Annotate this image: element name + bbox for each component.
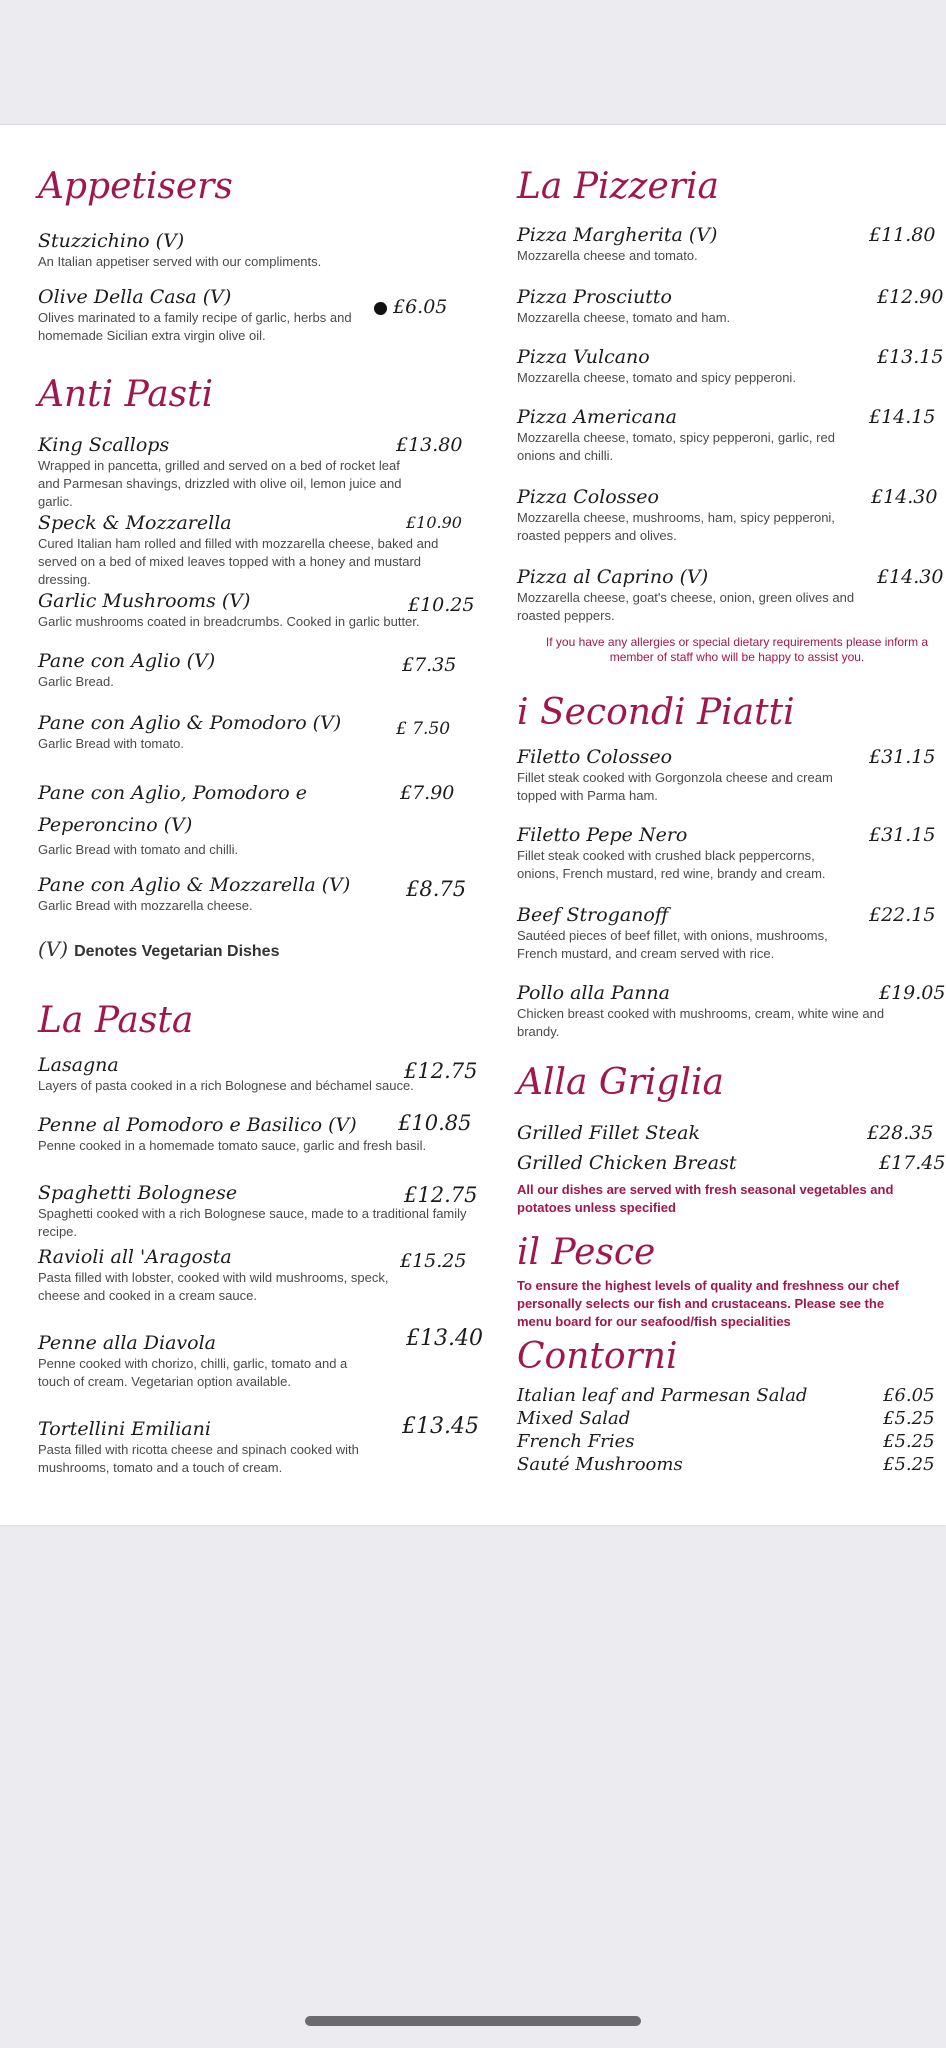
item-price: £12.75 xyxy=(404,1183,478,1207)
menu-item-pollo-alla-panna xyxy=(517,981,946,1041)
item-price: £17.45 xyxy=(879,1152,946,1174)
item-price: £28.35 xyxy=(867,1122,934,1144)
item-name: King Scallops xyxy=(38,434,170,456)
menu-item-pane-aglio-peperoncino xyxy=(38,777,455,859)
item-price: £5.25 xyxy=(883,1408,935,1429)
item-price: £14.30 xyxy=(877,566,944,588)
item-description: Olives marinated to a family recipe of garlic, herbs and homemade Sicilian extra virgin olive oil. xyxy=(38,310,352,343)
item-name: Grilled Chicken Breast xyxy=(517,1152,737,1174)
item-description: Garlic Bread with mozzarella cheese. xyxy=(38,898,253,913)
item-name: Pane con Aglio & Pomodoro (V) xyxy=(38,712,342,734)
menu-item-lasagna xyxy=(38,1053,478,1095)
item-description: Mozzarella cheese and tomato. xyxy=(517,248,698,263)
item-description: Mozzarella cheese, tomato and spicy pepperoni. xyxy=(517,370,796,385)
item-price: £13.40 xyxy=(406,1326,483,1351)
pesce-note: To ensure the highest levels of quality and freshness our chef personally selects our fish and crustaceans. Please see the menu board for our seafood/fish specialities xyxy=(517,1278,899,1329)
item-description: Garlic Bread. xyxy=(38,674,114,689)
item-price: £10.25 xyxy=(408,594,475,616)
item-name: Stuzzichino (V) xyxy=(38,230,185,252)
section-title-la-pasta: La Pasta xyxy=(38,1000,194,1041)
item-price: £14.30 xyxy=(871,486,938,508)
menu-item-tortellini-emiliani xyxy=(38,1414,479,1477)
menu-item-pizza-vulcano xyxy=(517,345,944,387)
item-price: £12.75 xyxy=(404,1059,478,1083)
item-name: Garlic Mushrooms (V) xyxy=(38,590,251,612)
item-price: £31.15 xyxy=(869,746,936,768)
item-name: Sauté Mushrooms xyxy=(517,1454,683,1475)
menu-item-italian-leaf-salad xyxy=(517,1385,935,1407)
item-description: Spaghetti cooked with a rich Bolognese sauce, made to a traditional family recipe. xyxy=(38,1206,467,1239)
menu-item-pane-con-aglio xyxy=(38,649,478,691)
item-description: An Italian appetiser served with our compliments. xyxy=(38,254,322,269)
vegetarian-symbol: (V) xyxy=(38,937,69,961)
item-description: Garlic mushrooms coated in breadcrumbs. Cooked in garlic butter. xyxy=(38,614,420,629)
menu-item-grilled-chicken-breast xyxy=(517,1151,946,1175)
item-description: Pasta filled with ricotta cheese and spinach cooked with mushrooms, tomato and a touch of cream. xyxy=(38,1442,359,1475)
section-title-secondi-piatti: i Secondi Piatti xyxy=(517,692,795,733)
menu-item-french-fries xyxy=(517,1431,935,1453)
item-price: £31.15 xyxy=(869,824,936,846)
item-price: £5.25 xyxy=(883,1431,935,1452)
item-price: £13.45 xyxy=(402,1414,479,1439)
item-name: Filetto Colosseo xyxy=(517,746,673,768)
section-title-appetisers: Appetisers xyxy=(38,166,233,207)
item-price: £22.15 xyxy=(869,904,936,926)
item-price: £13.80 xyxy=(396,434,463,456)
item-name: Grilled Fillet Steak xyxy=(517,1122,701,1144)
item-name: Pizza Margherita (V) xyxy=(517,224,718,246)
item-description: Fillet steak cooked with crushed black peppercorns, onions, French mustard, red wine, brandy and cream. xyxy=(517,848,826,881)
item-price: £7.35 xyxy=(402,654,457,676)
home-indicator[interactable] xyxy=(305,2016,641,2026)
item-name: Ravioli all 'Aragosta xyxy=(38,1246,232,1268)
item-description: Mozzarella cheese, tomato and ham. xyxy=(517,310,731,325)
item-price: £5.25 xyxy=(883,1454,935,1475)
item-name: Pizza al Caprino (V) xyxy=(517,566,709,588)
menu-item-pane-aglio-pomodoro xyxy=(38,711,478,753)
item-name: Speck & Mozzarella xyxy=(38,512,232,534)
item-name: Pane con Aglio (V) xyxy=(38,650,216,672)
item-price: £8.75 xyxy=(406,877,467,901)
bullet-dot-icon xyxy=(374,302,387,315)
item-price: £14.15 xyxy=(869,406,936,428)
item-description: Layers of pasta cooked in a rich Bolognese and béchamel sauce. xyxy=(38,1078,414,1093)
item-description: Mozzarella cheese, mushrooms, ham, spicy pepperoni, roasted peppers and olives. xyxy=(517,510,835,543)
menu-item-grilled-fillet-steak xyxy=(517,1121,934,1145)
item-price-group xyxy=(374,295,447,319)
item-name: French Fries xyxy=(517,1431,635,1452)
menu-item-pizza-prosciutto xyxy=(517,285,944,327)
menu-item-ravioli-aragosta xyxy=(38,1245,467,1305)
menu-item-pizza-al-caprino xyxy=(517,565,944,625)
menu-item-beef-stroganoff xyxy=(517,903,936,963)
item-name: Spaghetti Bolognese xyxy=(38,1182,238,1204)
item-name: Beef Stroganoff xyxy=(517,904,669,926)
item-name: Italian leaf and Parmesan Salad xyxy=(517,1385,808,1406)
menu-item-saute-mushrooms xyxy=(517,1454,935,1476)
menu-item-pane-aglio-mozzarella xyxy=(38,873,478,915)
menu-item-penne-diavola xyxy=(38,1326,483,1391)
item-description: Chicken breast cooked with mushrooms, cream, white wine and brandy. xyxy=(517,1006,885,1039)
item-price: £19.05 xyxy=(879,982,946,1004)
item-description: Pasta filled with lobster, cooked with wild mushrooms, speck, cheese and cooked in a cream sauce. xyxy=(38,1270,389,1303)
item-description: Cured Italian ham rolled and filled with mozzarella cheese, baked and served on a bed of mixed leaves topped with a honey and mustard dressing. xyxy=(38,536,439,587)
menu-item-olive-della-casa xyxy=(38,285,448,345)
menu-item-speck-mozzarella xyxy=(38,511,462,589)
item-price: £12.90 xyxy=(877,286,944,308)
menu-item-garlic-mushrooms xyxy=(38,589,478,631)
vegetarian-note-text: Denotes Vegetarian Dishes xyxy=(74,943,280,960)
item-description: Garlic Bread with tomato. xyxy=(38,736,184,751)
item-name: Pizza Colosseo xyxy=(517,486,659,508)
allergy-notice: If you have any allergies or special dietary requirements please inform a member of staff who will be happy to assist you. xyxy=(545,635,929,664)
section-title-anti-pasti: Anti Pasti xyxy=(38,374,214,415)
menu-item-pizza-americana xyxy=(517,405,936,465)
item-price: £10.90 xyxy=(406,513,462,532)
item-description: Penne cooked with chorizo, chilli, garlic, tomato and a touch of cream. Vegetarian option available. xyxy=(38,1356,348,1389)
menu-item-mixed-salad xyxy=(517,1408,935,1430)
menu-item-pizza-margherita xyxy=(517,223,936,265)
item-name: Penne al Pomodoro e Basilico (V) xyxy=(38,1114,357,1136)
item-price: £10.85 xyxy=(398,1111,472,1135)
menu-item-spaghetti-bolognese xyxy=(38,1181,478,1241)
item-name: Pane con Aglio & Mozzarella (V) xyxy=(38,874,351,896)
item-name: Pizza Vulcano xyxy=(517,346,650,368)
item-description: Sautéed pieces of beef fillet, with onions, mushrooms, French mustard, and cream served with rice. xyxy=(517,928,828,961)
item-price: £6.05 xyxy=(393,296,448,318)
item-name: Lasagna xyxy=(38,1054,119,1076)
section-title-il-pesce: il Pesce xyxy=(517,1232,656,1273)
item-price: £7.90 xyxy=(400,782,455,804)
menu-item-filetto-colosseo xyxy=(517,745,936,805)
item-description: Garlic Bread with tomato and chilli. xyxy=(38,842,239,857)
section-title-contorni: Contorni xyxy=(517,1336,678,1377)
menu-item-pizza-colosseo xyxy=(517,485,938,545)
menu-item-stuzzichino xyxy=(38,229,478,271)
item-description: Penne cooked in a homemade tomato sauce, garlic and fresh basil. xyxy=(38,1138,427,1153)
section-title-alla-griglia: Alla Griglia xyxy=(517,1062,724,1103)
section-title-la-pizzeria: La Pizzeria xyxy=(517,166,719,207)
griglia-note: All our dishes are served with fresh seasonal vegetables and potatoes unless specified xyxy=(517,1182,894,1215)
item-price: £6.05 xyxy=(883,1385,935,1406)
item-name: Tortellini Emiliani xyxy=(38,1418,211,1440)
item-name: Filetto Pepe Nero xyxy=(517,824,688,846)
item-name: Penne alla Diavola xyxy=(38,1332,216,1354)
item-name: Olive Della Casa (V) xyxy=(38,286,232,308)
item-price: £ 7.50 xyxy=(396,719,451,739)
item-name: Pizza Prosciutto xyxy=(517,286,672,308)
item-price: £13.15 xyxy=(877,346,944,368)
item-name: Pollo alla Panna xyxy=(517,982,670,1004)
item-description: Wrapped in pancetta, grilled and served on a bed of rocket leaf and Parmesan shavings, drizzled with olive oil, lemon juice and garlic. xyxy=(38,458,402,509)
menu-item-filetto-pepe-nero xyxy=(517,823,936,883)
item-name: Mixed Salad xyxy=(517,1408,631,1429)
item-name: Pizza Americana xyxy=(517,406,677,428)
item-description: Fillet steak cooked with Gorgonzola cheese and cream topped with Parma ham. xyxy=(517,770,833,803)
item-price: £11.80 xyxy=(869,224,936,246)
item-name: Pane con Aglio, Pomodoro e Peperoncino (V) xyxy=(38,782,308,836)
item-price: £15.25 xyxy=(400,1250,467,1272)
menu-item-king-scallops xyxy=(38,433,463,511)
menu-page xyxy=(0,124,946,1525)
item-description: Mozzarella cheese, goat's cheese, onion, green olives and roasted peppers. xyxy=(517,590,855,623)
item-description: Mozzarella cheese, tomato, spicy pepperoni, garlic, red onions and chilli. xyxy=(517,430,835,463)
vegetarian-note xyxy=(38,937,279,961)
menu-item-penne-pomodoro-basilico xyxy=(38,1113,478,1155)
